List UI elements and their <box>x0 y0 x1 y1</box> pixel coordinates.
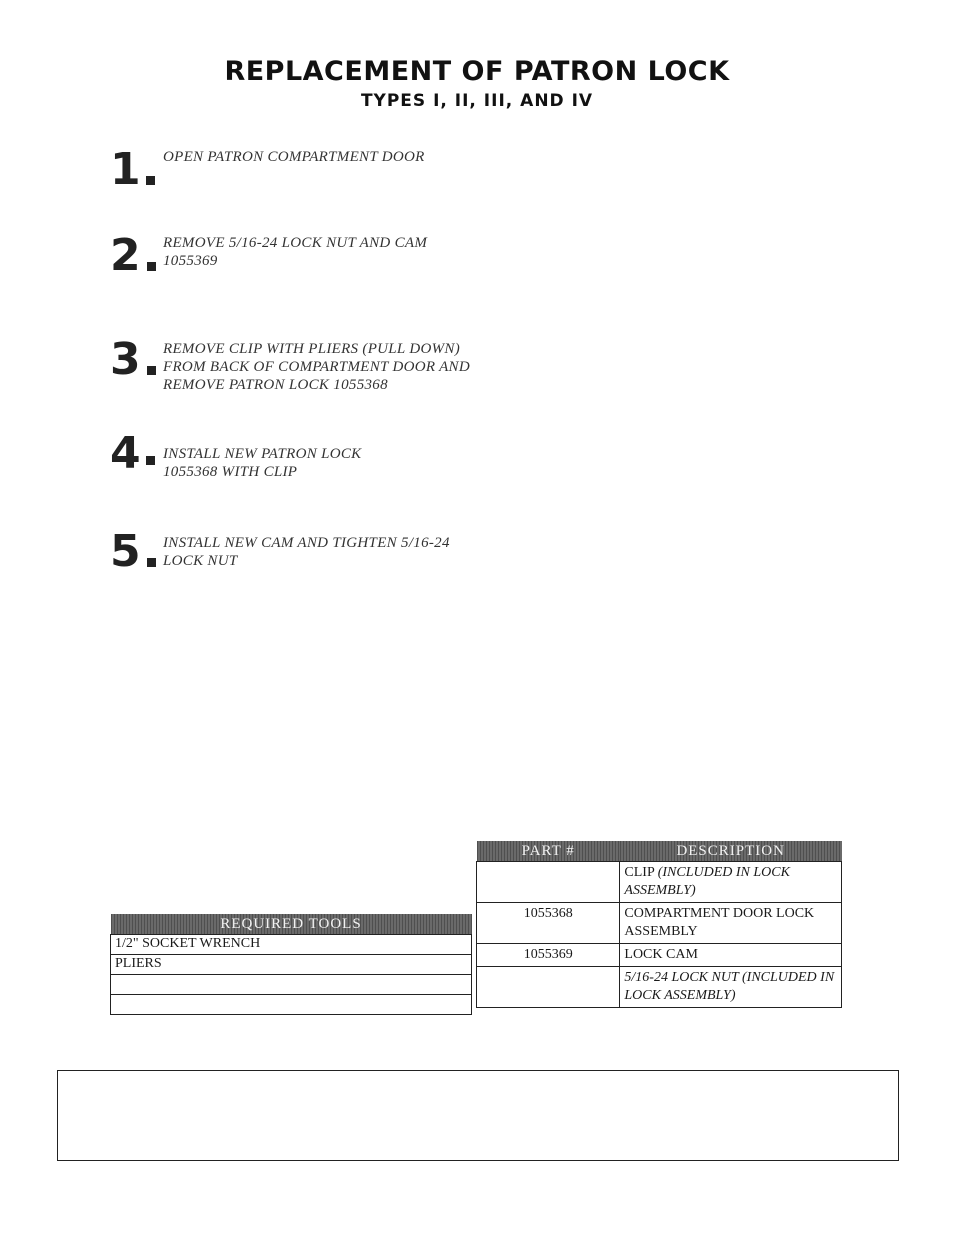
step-number: 4 <box>110 428 141 479</box>
step-text: OPEN PATRON COMPARTMENT DOOR <box>163 149 425 165</box>
step-bullet-icon <box>147 262 156 271</box>
page-title: REPLACEMENT OF PATRON LOCK <box>224 56 730 87</box>
description-cell <box>620 944 842 967</box>
step-bullet-icon <box>146 456 155 465</box>
description-text: CLIP <box>624 865 658 880</box>
tool-cell <box>111 995 472 1015</box>
required-tools-table <box>110 914 472 1015</box>
part-number-cell <box>477 967 620 1008</box>
notes-box <box>57 1070 899 1161</box>
part-number-cell <box>477 862 620 903</box>
step-number: 2 <box>110 230 141 281</box>
step-number: 3 <box>110 334 141 385</box>
parts-table <box>476 841 842 1008</box>
step-number: 1 <box>110 144 141 195</box>
step-number: 5 <box>110 526 141 577</box>
table-row <box>111 995 472 1015</box>
step-text: REMOVE CLIP WITH PLIERS (PULL DOWN) FROM BACK OF COMPARTMENT DOOR AND REMOVE PATRON LOCK 1055368 <box>163 341 470 393</box>
step-text: REMOVE 5/16-24 LOCK NUT AND CAM 1055369 <box>163 235 428 269</box>
table-row <box>111 975 472 995</box>
part-number-header: PART # <box>477 841 620 862</box>
table-row <box>477 967 842 1008</box>
tool-cell <box>111 975 472 995</box>
tool-cell: 1/2" SOCKET WRENCH <box>111 935 472 955</box>
description-note: 5/16-24 LOCK NUT (INCLUDED IN LOCK ASSEMBLY) <box>624 970 835 1003</box>
table-row <box>111 955 472 975</box>
page-subtitle: TYPES I, II, III, AND IV <box>360 91 594 111</box>
description-cell <box>620 903 842 944</box>
step-bullet-icon <box>147 366 156 375</box>
table-row <box>111 935 472 955</box>
part-number-cell: 1055368 <box>477 903 620 944</box>
step-bullet-icon <box>146 176 155 185</box>
description-text: COMPARTMENT DOOR LOCK ASSEMBLY <box>624 906 815 939</box>
description-cell <box>620 862 842 903</box>
description-cell <box>620 967 842 1008</box>
tool-cell: PLIERS <box>111 955 472 975</box>
description-text: LOCK CAM <box>624 947 698 962</box>
description-note: (INCLUDED IN LOCK ASSEMBLY) <box>624 865 790 898</box>
table-row <box>477 944 842 967</box>
tools-header: REQUIRED TOOLS <box>111 914 472 935</box>
table-row <box>477 903 842 944</box>
description-header: DESCRIPTION <box>620 841 842 862</box>
step-text: INSTALL NEW PATRON LOCK 1055368 WITH CLIP <box>163 446 362 480</box>
step-bullet-icon <box>147 558 156 567</box>
table-row <box>477 862 842 903</box>
part-number-cell: 1055369 <box>477 944 620 967</box>
step-text: INSTALL NEW CAM AND TIGHTEN 5/16-24 LOCK NUT <box>163 535 450 569</box>
